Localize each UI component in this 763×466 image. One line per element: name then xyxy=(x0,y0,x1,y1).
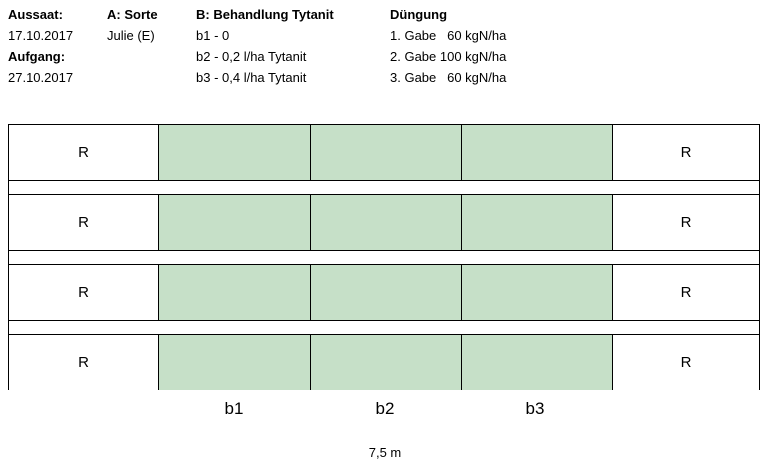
duengung-title: Düngung xyxy=(390,7,448,22)
path-strip xyxy=(9,180,759,195)
duengung-item: 2. Gabe 100 kgN/ha xyxy=(390,49,507,64)
aufgang-label: Aufgang: xyxy=(8,49,66,64)
path-strip xyxy=(9,320,759,335)
duengung-block xyxy=(390,4,506,88)
behandlung-title: B: Behandlung Tytanit xyxy=(196,7,334,22)
border-plot-right: R xyxy=(612,335,759,390)
aussaat-date: 17.10.2017 xyxy=(8,28,74,43)
scale-label: 7,5 m xyxy=(368,445,402,460)
treatment-plot-b2 xyxy=(310,265,461,320)
plot-row xyxy=(9,195,759,250)
aussaat-label: Aussaat: xyxy=(8,7,63,22)
plot-row xyxy=(9,125,759,180)
column-label-b3: b3 xyxy=(525,399,545,418)
border-plot-right: R xyxy=(612,265,759,320)
border-plot-left: R xyxy=(9,265,159,320)
field-plot-layout xyxy=(8,124,760,390)
column-label-b2: b2 xyxy=(375,399,395,418)
treatment-plot-b2 xyxy=(310,125,461,180)
plot-row xyxy=(9,335,759,390)
sorte-block xyxy=(107,4,158,46)
treatment-plot-b2 xyxy=(310,195,461,250)
behandlung-item: b1 - 0 xyxy=(196,28,230,43)
column-label-b1: b1 xyxy=(224,399,244,418)
treatment-plot-b1 xyxy=(159,125,310,180)
plot-row xyxy=(9,265,759,320)
treatment-plot-b3 xyxy=(461,265,612,320)
border-plot-left: R xyxy=(9,335,159,390)
aufgang-date: 27.10.2017 xyxy=(8,70,74,85)
sorte-title: A: Sorte xyxy=(107,7,158,22)
treatment-plot-b3 xyxy=(461,335,612,390)
border-plot-right: R xyxy=(612,195,759,250)
behandlung-item: b3 - 0,4 l/ha Tytanit xyxy=(196,70,307,85)
behandlung-block xyxy=(196,4,334,88)
border-plot-right: R xyxy=(612,125,759,180)
duengung-item: 3. Gabe 60 kgN/ha xyxy=(390,70,507,85)
treatment-plot-b1 xyxy=(159,335,310,390)
treatment-plot-b1 xyxy=(159,195,310,250)
treatment-plot-b2 xyxy=(310,335,461,390)
border-plot-left: R xyxy=(9,125,159,180)
sorte-value: Julie (E) xyxy=(107,28,155,43)
path-strip xyxy=(9,250,759,265)
duengung-item: 1. Gabe 60 kgN/ha xyxy=(390,28,507,43)
border-plot-left: R xyxy=(9,195,159,250)
behandlung-item: b2 - 0,2 l/ha Tytanit xyxy=(196,49,307,64)
treatment-plot-b1 xyxy=(159,265,310,320)
dates-block xyxy=(8,4,73,88)
treatment-plot-b3 xyxy=(461,125,612,180)
treatment-plot-b3 xyxy=(461,195,612,250)
